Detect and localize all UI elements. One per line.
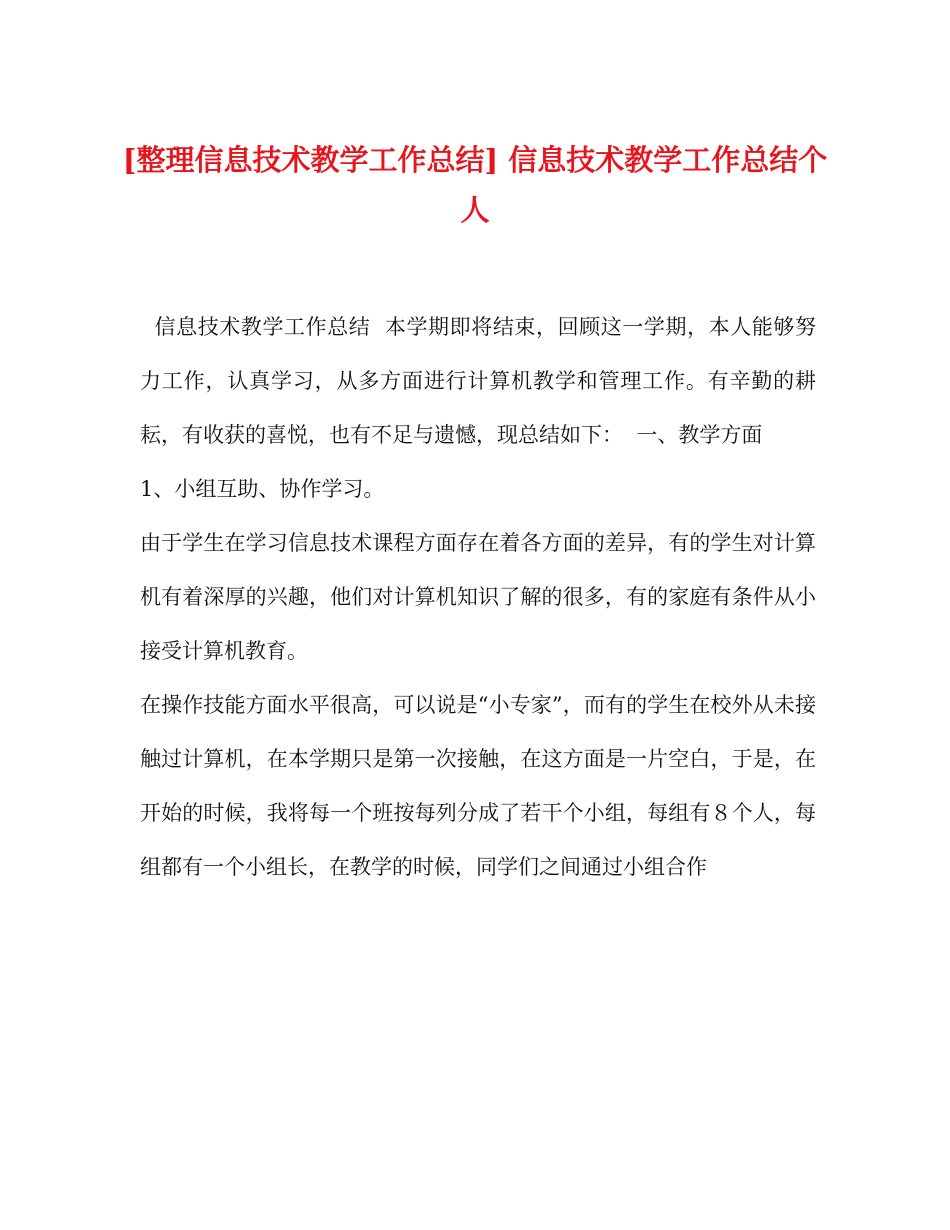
paragraph-intro: 信息技术教学工作总结 本学期即将结束，回顾这一学期，本人能够努力工作，认真学习，从多方面进行计算机教学和管理工作。有辛勤的耕耘，有收获的喜悦，也有不足与遗憾，现总结如下： 一、教学方面 <box>140 315 816 447</box>
paragraph-section-heading: 1、小组互助、协作学习。 <box>140 477 385 501</box>
document-body <box>140 300 816 894</box>
paragraph-groups: 在操作技能方面水平很高，可以说是“小专家”，而有的学生在校外从未接触过计算机，在本学期只是第一次接触，在这方面是一片空白，于是，在开始的时候，我将每一个班按每列分成了若干个小组，每组有８个人，每组都有一个小组长，在教学的时候，同学们之间通过小组合作 <box>140 693 816 879</box>
paragraph-differences: 由于学生在学习信息技术课程方面存在着各方面的差异，有的学生对计算机有着深厚的兴趣，他们对计算机知识了解的很多，有的家庭有条件从小接受计算机教育。 <box>140 531 816 663</box>
document-title: [整理信息技术教学工作总结] 信息技术教学工作总结个人 <box>122 143 828 227</box>
